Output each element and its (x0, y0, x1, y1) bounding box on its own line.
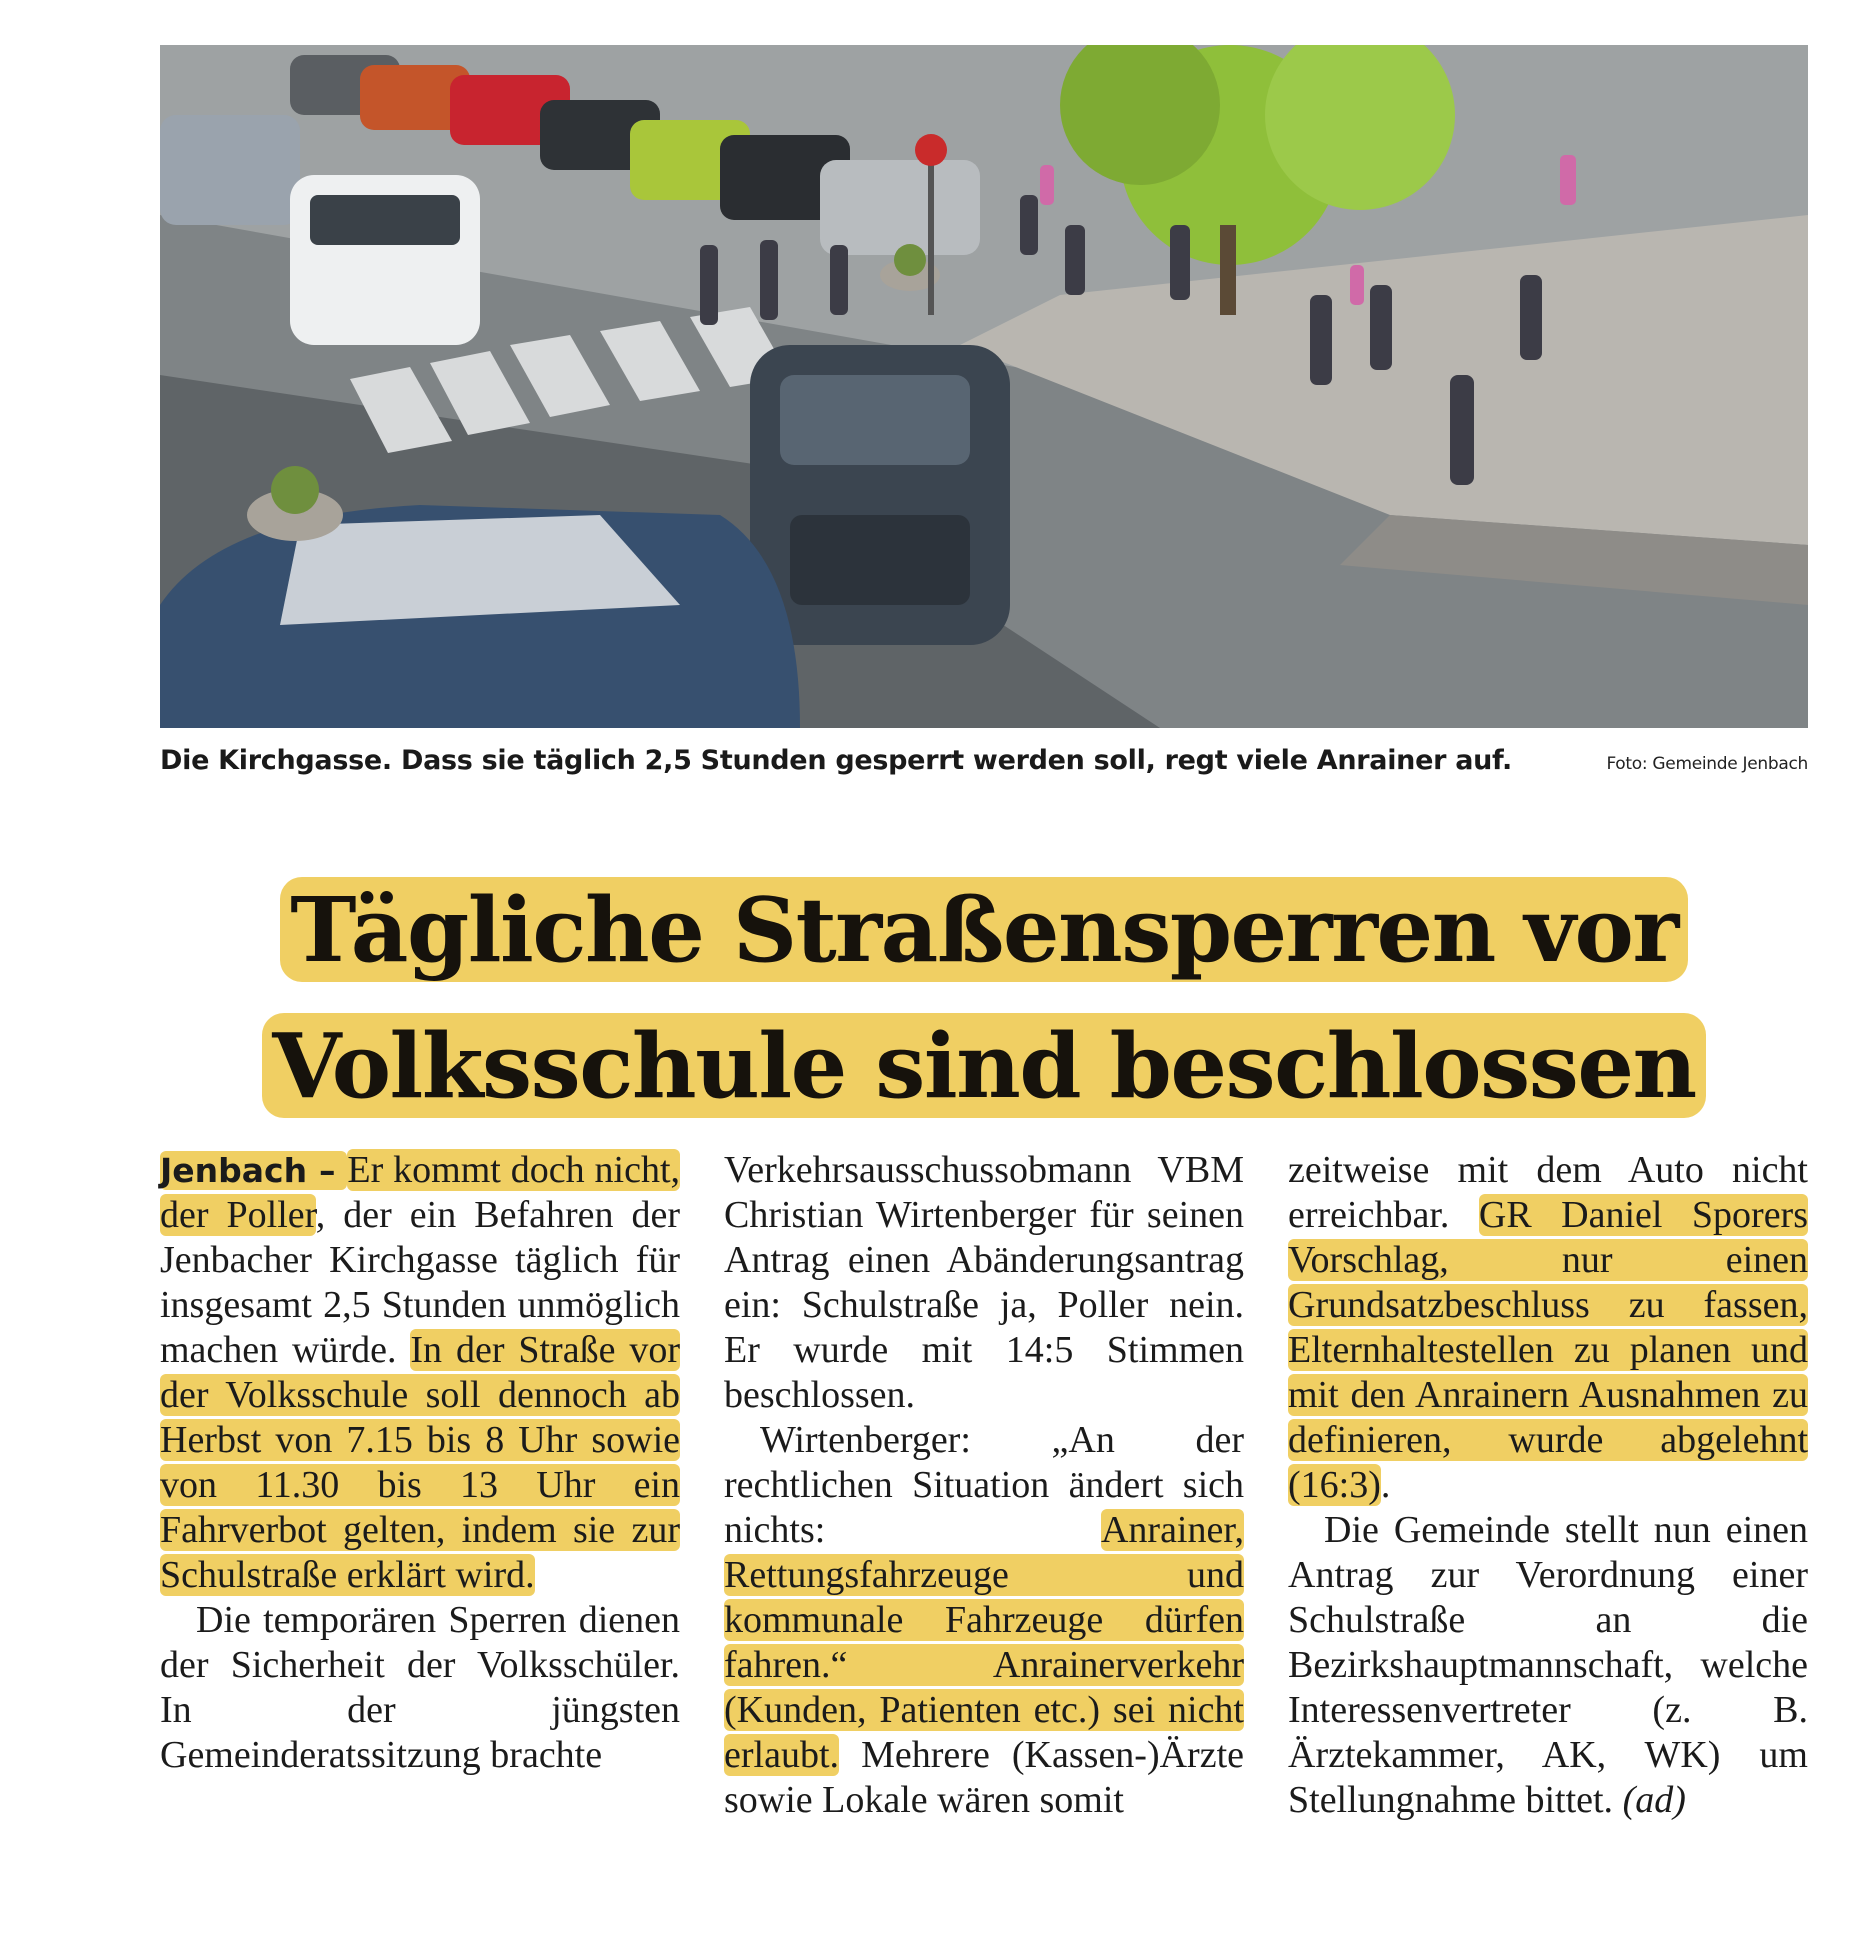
body-text: . (1380, 1464, 1391, 1506)
body-text: Die Gemeinde stellt nun einen Antrag zur Verordnung einer Schulstraße an die Bezirkshauptmannschaft, welche Interessenvertreter (z. B. Ärztekammer, AK, WK) um Stellungnahme bittet. (1288, 1509, 1808, 1821)
author-signature: (ad) (1622, 1779, 1686, 1821)
article-body (160, 1148, 1808, 1908)
paragraph (724, 1418, 1244, 1823)
highlight: Anrainer, Rettungsfahrzeuge und kommunale Fahrzeuge dürfen fahren.“ Anrainerverkehr (Kunden, Patienten etc.) sei nicht erlaubt. (724, 1509, 1244, 1776)
body-text: Wirtenberger: „An der rechtlichen Situation ändert sich nichts: (724, 1419, 1244, 1551)
column-3 (1288, 1148, 1808, 1823)
headline-line-1: Tägliche Straßensperren vor (280, 877, 1688, 982)
photo-caption (160, 745, 1808, 785)
paragraph: Die temporären Sperren dienen der Sicherheit der Volksschüler. In der jüngsten Gemeinderatssitzung brachte (160, 1599, 680, 1776)
article-photo (160, 45, 1808, 728)
body-text: zeitweise mit dem Auto nicht erreichbar. (1288, 1149, 1808, 1236)
highlight: In der Straße vor der Volksschule soll dennoch ab Herbst von 7.15 bis 8 Uhr sowie von 11.30 bis 13 Uhr ein Fahrverbot gelten, indem sie zur Schulstraße erklärt wird. (160, 1329, 680, 1596)
body-text: Mehrere (Kassen-)Ärzte sowie Lokale wären somit (724, 1734, 1244, 1821)
article-headline (160, 862, 1808, 1134)
paragraph: Verkehrsausschussobmann VBM Christian Wirtenberger für seinen Antrag einen Abänderungsantrag ein: Schulstraße ja, Poller nein. Er wurde mit 14:5 Stimmen beschlossen. (724, 1149, 1244, 1416)
paragraph (160, 1148, 680, 1598)
headline-line-2: Volksschule sind beschlossen (262, 1013, 1705, 1118)
highlight: GR Daniel Sporers Vorschlag, nur einen Grundsatzbeschluss zu fassen, Elternhaltestellen zu planen und mit den Anrainern Ausnahmen zu definieren, wurde abgelehnt (16:3) (1288, 1194, 1808, 1506)
paragraph (1288, 1148, 1808, 1508)
column-1 (160, 1148, 680, 1778)
dateline: Jenbach – (160, 1151, 348, 1190)
caption-text: Die Kirchgasse. Dass sie täglich 2,5 Stunden gesperrt werden soll, regt viele Anrainer auf. (160, 745, 1512, 776)
column-2 (724, 1148, 1244, 1823)
paragraph (1288, 1508, 1808, 1823)
body-text: , der ein Befahren der Jenbacher Kirchgasse täglich für insgesamt 2,5 Stunden unmöglich machen würde. (160, 1194, 680, 1371)
highlight: Er kommt doch nicht, der Poller (160, 1149, 680, 1236)
photo-credit: Foto: Gemeinde Jenbach (1606, 754, 1808, 774)
